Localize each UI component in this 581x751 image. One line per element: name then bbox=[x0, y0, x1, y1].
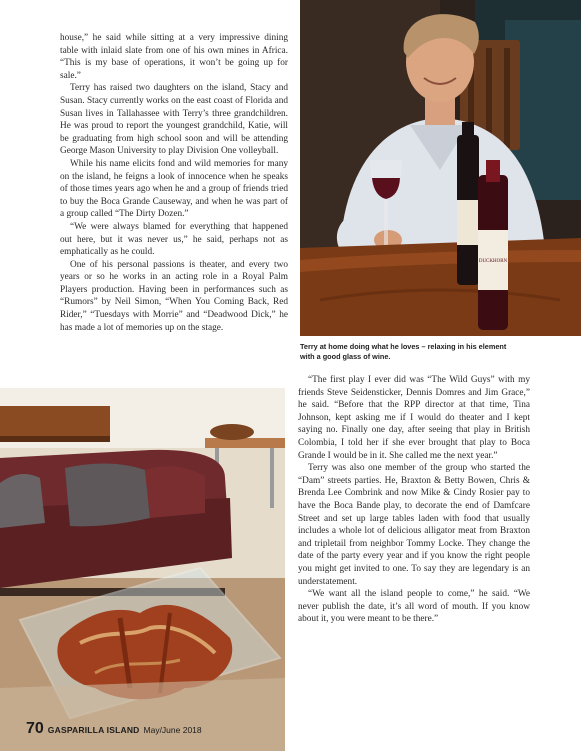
paragraph: Terry has raised two daughters on the island, Stacy and Susan. Stacy currently works on the east coast of Florida and Susan lives in Tallahassee with Terry’s three grandchildren. He was proud to report the youngest grandchild, Katie, will be graduating from high school soon and will be attending George Mason University to play Division One volleyball. bbox=[60, 83, 288, 157]
issue-date: May/June 2018 bbox=[143, 725, 202, 735]
magazine-name: GASPARILLA ISLAND bbox=[47, 725, 140, 735]
paragraph: house,” he said while sitting at a very impressive dining table with inlaid slate from one of his own mines in Africa. “This is my base of operations, it won’t be going up for sale.” bbox=[60, 33, 288, 81]
paragraph: “We were always blamed for everything that happened out here, but it was never us,” he said, perhaps not as emphatically as he could. bbox=[60, 221, 288, 258]
living-room-photo bbox=[0, 388, 285, 751]
photo-caption: Terry at home doing what he loves – relaxing in his element with a good glass of wine. bbox=[300, 342, 507, 361]
paragraph: Terry was also one member of the group who started the “Dam” streets parties. He, Braxton & Betty Bowen, Chris & Brenda Lee Combrink and now Mike & Cindy Rosier pay to have the Boca Bande play, to decorate the end of Damfcare Street and set up large tables laden with food that usually includes a whole lot of delicious alligator meat from Braxton and tripletail from neighbor Tommy Locke. They change the date of the party every year and if you know the right people you might get invited to one. To say they are legendary is an understatement. bbox=[298, 463, 530, 587]
paragraph: “The first play I ever did was “The Wild Guys” with my friends Steve Seidensticker, Dennis Domres and Jim Grace,” he said. “Before that the RPP director at that time, Tina Johnson, kept asking me if I would do theater and I kept saying no. Finally one day, after seeing that play in British Colombia, I told her if she ever brought that play to Boca Grande I would be in it. She called me the next year.” bbox=[298, 375, 530, 461]
article-column-right bbox=[298, 374, 530, 626]
paragraph: “We want all the island people to come,” he said. “We never publish the date, it’s all word of mouth. If you know about it, you were meant to be there.” bbox=[298, 589, 530, 625]
page-number: 70 bbox=[26, 720, 44, 737]
article-column-left bbox=[60, 32, 288, 334]
paragraph: One of his personal passions is theater, and every two years or so he works in an acting role in a Royal Palm Players production. Having been in performances such as “Rumors” by Neil Simon, “When You Coming Back, Red Rider,” “Tuesdays with Morrie” and “Deadwood Dick,” he has made a lot of memories up on the stage. bbox=[60, 259, 288, 333]
page-footer bbox=[26, 720, 202, 738]
portrait-photo bbox=[300, 0, 581, 336]
bottle-label: DUCKHORN bbox=[478, 259, 508, 264]
paragraph: While his name elicits fond and wild memories for many on the island, he feigns a look of innocence when he speaks of those times years ago when he and a group of friends tried to buy the Boca Grande Causeway, and when he was part of a group called “The Dirty Dozen.” bbox=[60, 158, 288, 220]
